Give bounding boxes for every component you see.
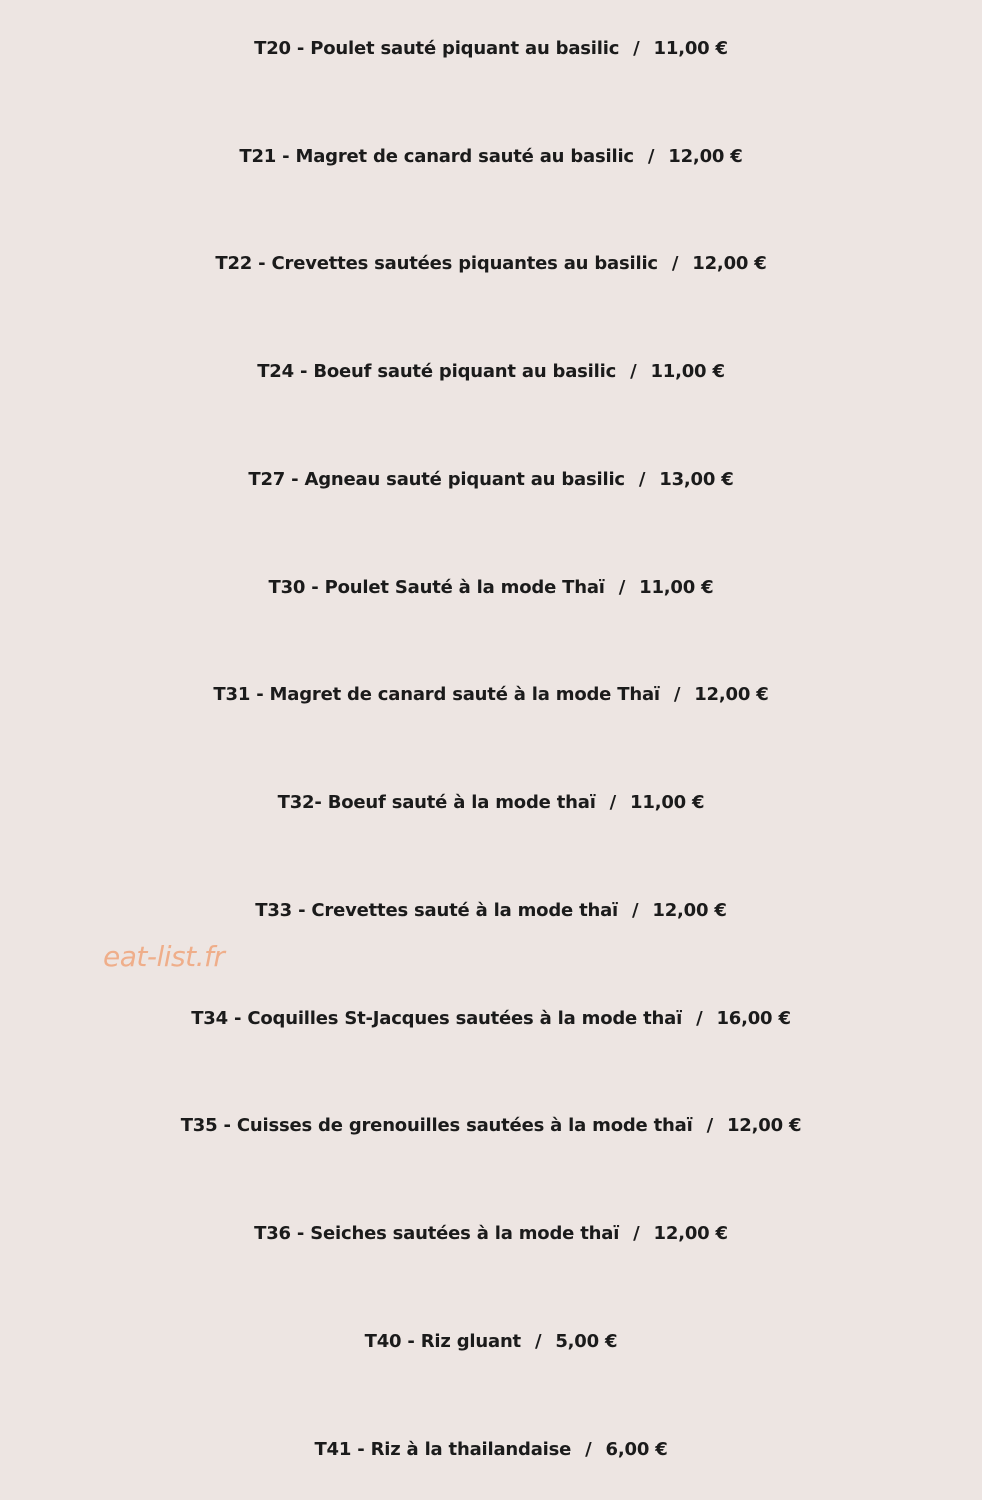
separator: / (633, 1223, 640, 1244)
menu-item (0, 360, 982, 384)
menu-item (0, 899, 982, 923)
dish-price: 12,00 € (668, 146, 743, 167)
menu-item (0, 145, 982, 169)
menu-item (0, 1114, 982, 1138)
separator: / (585, 1439, 592, 1460)
separator: / (671, 253, 679, 274)
dish-price: 12,00 € (652, 900, 727, 921)
separator: / (609, 792, 617, 813)
separator: / (632, 900, 639, 921)
separator: / (534, 1331, 542, 1352)
dish-price: 16,00 € (716, 1008, 791, 1029)
menu-item (0, 37, 982, 61)
dish-name: T36 - Seiches sautées à la mode thaï (254, 1223, 620, 1244)
separator: / (673, 684, 681, 705)
separator: / (633, 38, 640, 59)
dish-price: 11,00 € (630, 792, 705, 813)
dish-name: T30 - Poulet Sauté à la mode Thaï (268, 577, 605, 598)
menu-item (0, 1438, 982, 1462)
menu-item (0, 252, 982, 276)
separator: / (618, 577, 626, 598)
dish-price: 12,00 € (726, 1115, 802, 1136)
dish-name: T20 - Poulet sauté piquant au basilic (254, 38, 620, 59)
menu-item (0, 1007, 982, 1031)
dish-price: 12,00 € (694, 684, 769, 705)
dish-price: 12,00 € (692, 253, 767, 274)
separator: / (647, 146, 655, 167)
dish-name: T34 - Coquilles St-Jacques sautées à la mode thaï (191, 1008, 683, 1029)
dish-name: T40 - Riz gluant (364, 1331, 521, 1352)
dish-name: T32- Boeuf sauté à la mode thaï (277, 792, 596, 813)
dish-name: T24 - Boeuf sauté piquant au basilic (257, 361, 617, 382)
dish-price: 5,00 € (555, 1331, 618, 1352)
dish-price: 6,00 € (605, 1439, 668, 1460)
dish-name: T35 - Cuisses de grenouilles sautées à la mode thaï (180, 1115, 693, 1136)
dish-name: T41 - Riz à la thailandaise (314, 1439, 572, 1460)
dish-price: 11,00 € (639, 577, 714, 598)
menu-item (0, 791, 982, 815)
dish-price: 11,00 € (653, 38, 728, 59)
separator: / (630, 361, 637, 382)
menu-item (0, 576, 982, 600)
dish-name: T31 - Magret de canard sauté à la mode Thaï (213, 684, 660, 705)
menu-item (0, 683, 982, 707)
dish-name: T22 - Crevettes sautées piquantes au basilic (215, 253, 658, 274)
separator: / (706, 1115, 713, 1136)
dish-price: 11,00 € (650, 361, 725, 382)
dish-name: T27 - Agneau sauté piquant au basilic (248, 469, 625, 490)
dish-price: 13,00 € (659, 469, 734, 490)
menu-item (0, 1330, 982, 1354)
separator: / (638, 469, 646, 490)
separator: / (696, 1008, 703, 1029)
menu-item (0, 1222, 982, 1246)
menu-item (0, 468, 982, 492)
dish-name: T33 - Crevettes sauté à la mode thaï (255, 900, 619, 921)
dish-name: T21 - Magret de canard sauté au basilic (239, 146, 634, 167)
dish-price: 12,00 € (653, 1223, 728, 1244)
watermark: eat-list.fr (103, 940, 225, 973)
